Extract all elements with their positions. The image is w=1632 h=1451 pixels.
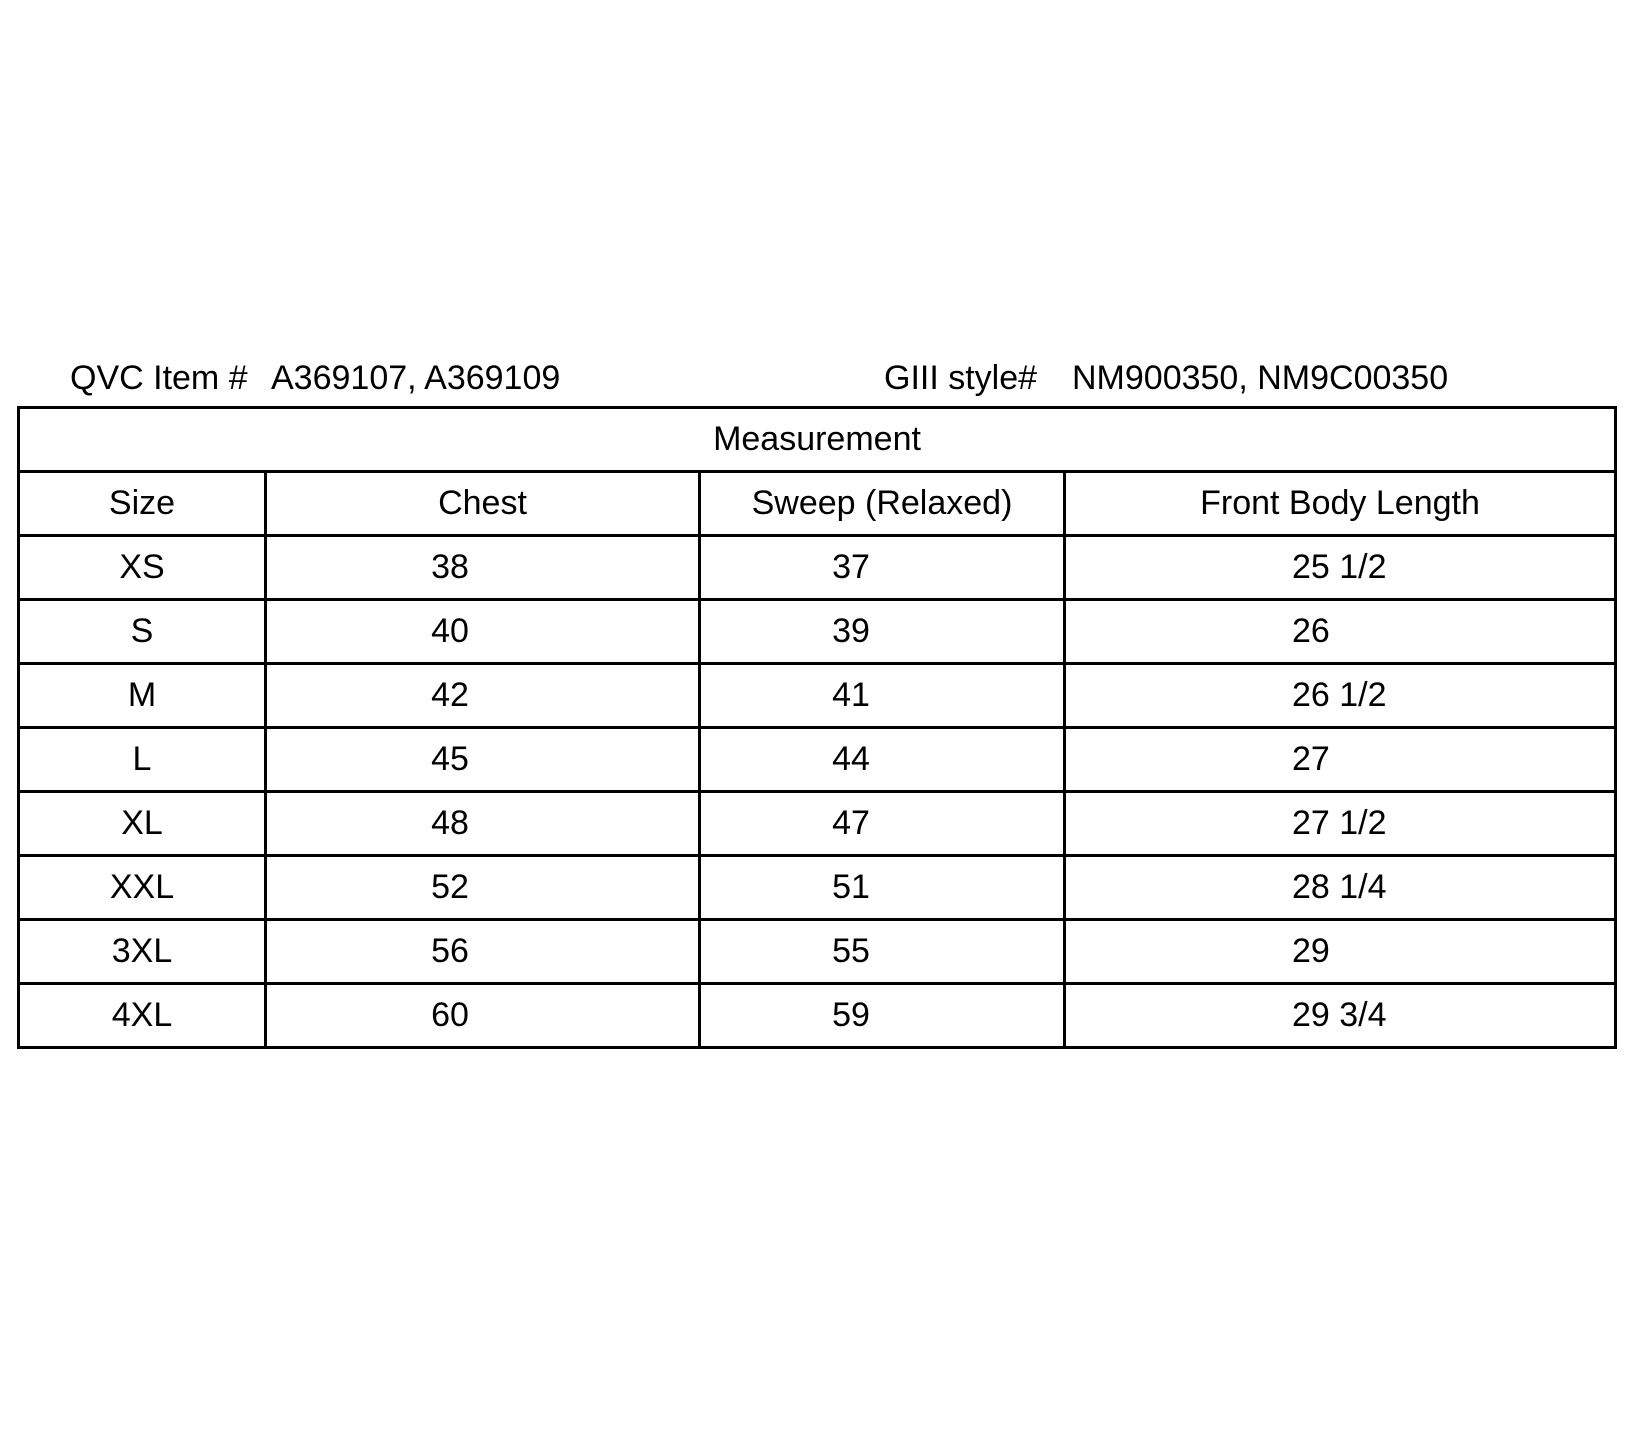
front-body-length-cell: 27 1/2: [1065, 792, 1616, 856]
sweep-cell: 55: [700, 920, 1065, 984]
size-cell: L: [19, 728, 266, 792]
front-body-length-cell: 29 3/4: [1065, 984, 1616, 1048]
table-row: [19, 856, 1616, 920]
table-row: [19, 536, 1616, 600]
table-row: [19, 792, 1616, 856]
table-row: [19, 728, 1616, 792]
chest-cell: 38: [266, 536, 700, 600]
chest-cell: 60: [266, 984, 700, 1048]
front-body-length-cell: 26: [1065, 600, 1616, 664]
table-row: [19, 984, 1616, 1048]
column-header-front-body-length: Front Body Length: [1065, 472, 1616, 536]
qvc-item-label: QVC Item #: [70, 359, 248, 397]
chest-cell: 52: [266, 856, 700, 920]
table-row: [19, 664, 1616, 728]
chest-cell: 56: [266, 920, 700, 984]
sweep-cell: 47: [700, 792, 1065, 856]
size-cell: 3XL: [19, 920, 266, 984]
front-body-length-cell: 27: [1065, 728, 1616, 792]
chest-cell: 42: [266, 664, 700, 728]
qvc-item-value: A369107, A369109: [271, 359, 561, 397]
table-title: Measurement: [19, 408, 1616, 472]
sweep-cell: 51: [700, 856, 1065, 920]
sweep-cell: 59: [700, 984, 1065, 1048]
chest-cell: 48: [266, 792, 700, 856]
chest-cell: 45: [266, 728, 700, 792]
size-cell: XXL: [19, 856, 266, 920]
chest-cell: 40: [266, 600, 700, 664]
front-body-length-cell: 28 1/4: [1065, 856, 1616, 920]
sweep-cell: 39: [700, 600, 1065, 664]
column-header-size: Size: [19, 472, 266, 536]
sweep-cell: 41: [700, 664, 1065, 728]
table-row: [19, 920, 1616, 984]
size-cell: M: [19, 664, 266, 728]
column-header-chest: Chest: [266, 472, 700, 536]
table-title-row: [19, 408, 1616, 472]
sweep-cell: 37: [700, 536, 1065, 600]
size-cell: XS: [19, 536, 266, 600]
size-cell: 4XL: [19, 984, 266, 1048]
front-body-length-cell: 29: [1065, 920, 1616, 984]
style-value: NM900350, NM9C00350: [1072, 359, 1449, 397]
front-body-length-cell: 26 1/2: [1065, 664, 1616, 728]
column-header-sweep: Sweep (Relaxed): [700, 472, 1065, 536]
front-body-length-cell: 25 1/2: [1065, 536, 1616, 600]
size-chart-table: [17, 406, 1617, 1049]
table-row: [19, 600, 1616, 664]
column-header-row: [19, 472, 1616, 536]
sweep-cell: 44: [700, 728, 1065, 792]
size-cell: S: [19, 600, 266, 664]
style-label: GIII style#: [884, 359, 1038, 397]
size-cell: XL: [19, 792, 266, 856]
